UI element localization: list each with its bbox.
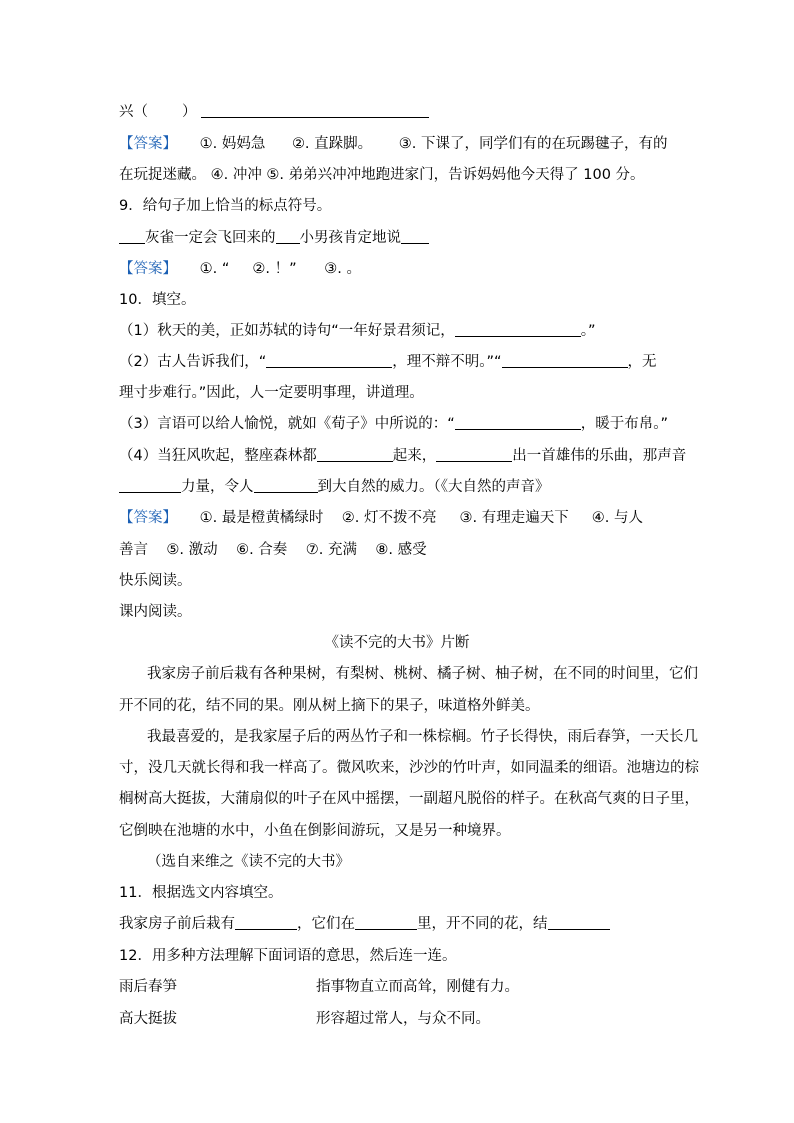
blank[interactable]	[119, 478, 181, 493]
blank[interactable]	[201, 103, 429, 118]
passage-line: 榈树高大挺拔，大蒲扇似的叶子在风中摇摆，一副超凡脱俗的样子。在秋高气爽的日子里，	[119, 791, 699, 807]
blank[interactable]	[355, 915, 417, 930]
question-10-line	[119, 352, 657, 372]
answer-block-3	[119, 508, 643, 528]
xing-label: 兴（	[119, 104, 148, 120]
text: （4）当狂风吹起，整座森林都	[119, 448, 317, 464]
passage-line: 我最喜爱的，是我家屋子后的两丛竹子和一株棕榈。竹子长得快，雨后春笋，一天长几	[147, 729, 698, 745]
passage-line: 我家房子前后栽有各种果树，有梨树、桃树、橘子树、柚子树，在不同的时间里，它们	[147, 666, 698, 682]
answer-text: 在玩捉迷藏。 ④. 冲冲 ⑤. 弟弟兴冲冲地跑进家门，告诉妈妈他今天得了 100 分。	[119, 167, 645, 183]
passage-title: 《读不完的大书》片断	[324, 635, 470, 651]
text: （3）言语可以给人愉悦，就如《荀子》中所说的：“	[119, 416, 455, 432]
text: ，无	[627, 354, 657, 370]
question-10-line	[119, 321, 596, 341]
text: 我家房子前后栽有	[119, 916, 235, 932]
sentence-part: 灰雀一定会飞回来的	[145, 230, 276, 246]
xing-close: ）	[182, 104, 197, 120]
blank[interactable]	[455, 322, 581, 337]
blank[interactable]	[436, 447, 512, 462]
text: 力量，令人	[181, 479, 254, 495]
question-10-line	[119, 446, 686, 466]
answer-text: ①. 妈妈急	[199, 136, 266, 152]
answer-tag: 【答案】	[119, 261, 177, 277]
question-11-title: 11．根据选文内容填空。	[119, 885, 283, 901]
text: （1）秋天的美，正如苏轼的诗句“一年好景君须记，	[119, 323, 455, 339]
passage-line: 开不同的花，结不同的果。刚从树上摘下的果子，味道格外鲜美。	[119, 698, 540, 714]
question-9-sentence	[119, 228, 429, 248]
answer-block-1	[119, 134, 667, 154]
text: ，暖于布帛。”	[580, 416, 669, 432]
question-9-title: 9．给句子加上恰当的标点符号。	[119, 198, 332, 214]
blank[interactable]	[401, 229, 429, 244]
passage-source: （选自来维之《读不完的大书》	[147, 854, 350, 870]
question-10-line	[119, 477, 550, 497]
passage-line: 它倒映在池塘的水中，小鱼在倒影间游玩，又是另一种境界。	[119, 823, 511, 839]
blank[interactable]	[254, 478, 318, 493]
match-word[interactable]: 高大挺拔	[119, 1011, 177, 1027]
text: 起来，	[392, 448, 437, 464]
text: 里，开不同的花，结	[417, 916, 548, 932]
answer-text: ①. 最是橙黄橘绿时 ②. 灯不拨不亮 ③. 有理走遍天下 ④. 与人	[199, 510, 644, 526]
blank[interactable]	[502, 353, 628, 368]
question-12-title: 12．用多种方法理解下面词语的意思，然后连一连。	[119, 948, 457, 964]
blank[interactable]	[548, 915, 610, 930]
answer-text: ②. 直跺脚。	[291, 136, 373, 152]
answer-tag: 【答案】	[119, 510, 177, 526]
passage-line: 寸，没几天就长得和我一样高了。微风吹来，沙沙的竹叶声，如同温柔的细语。池塘边的棕	[119, 760, 699, 776]
sentence-part: 小男孩肯定地说	[299, 230, 401, 246]
question-11-line	[119, 914, 610, 934]
blank[interactable]	[276, 229, 300, 244]
blank[interactable]	[317, 447, 393, 462]
blank[interactable]	[235, 915, 297, 930]
blank[interactable]	[266, 353, 392, 368]
answer-text: ①. “ ②. ！” ③. 。	[199, 261, 361, 277]
answer-text: ③. 下课了，同学们有的在玩踢毽子，有的	[398, 136, 668, 152]
answer-text: 善言 ⑤. 激动 ⑥. 合奏 ⑦. 充满 ⑧. 感受	[119, 542, 427, 558]
section-heading: 课内阅读。	[119, 604, 192, 620]
question-10-line	[119, 414, 668, 434]
answer-block-2	[119, 259, 361, 279]
match-definition[interactable]: 形容超过常人，与众不同。	[316, 1011, 490, 1027]
answer-tag: 【答案】	[119, 136, 177, 152]
text: 。”	[580, 323, 596, 339]
section-heading: 快乐阅读。	[119, 573, 192, 589]
question-10-title: 10．填空。	[119, 292, 196, 308]
xing-line	[119, 102, 429, 122]
match-word[interactable]: 雨后春笋	[119, 979, 177, 995]
blank[interactable]	[455, 415, 581, 430]
text: 到大自然的威力。（《大自然的声音》	[317, 479, 550, 495]
blank[interactable]	[119, 229, 145, 244]
text: ，它们在	[297, 916, 355, 932]
text: （2）古人告诉我们，“	[119, 354, 267, 370]
question-10-line: 理寸步难行。”因此，人一定要明事理，讲道理。	[119, 385, 424, 401]
match-definition[interactable]: 指事物直立而高耸，刚健有力。	[316, 979, 519, 995]
text: ，理不辩不明。”“	[392, 354, 502, 370]
text: 出一首雄伟的乐曲，那声音	[512, 448, 687, 464]
